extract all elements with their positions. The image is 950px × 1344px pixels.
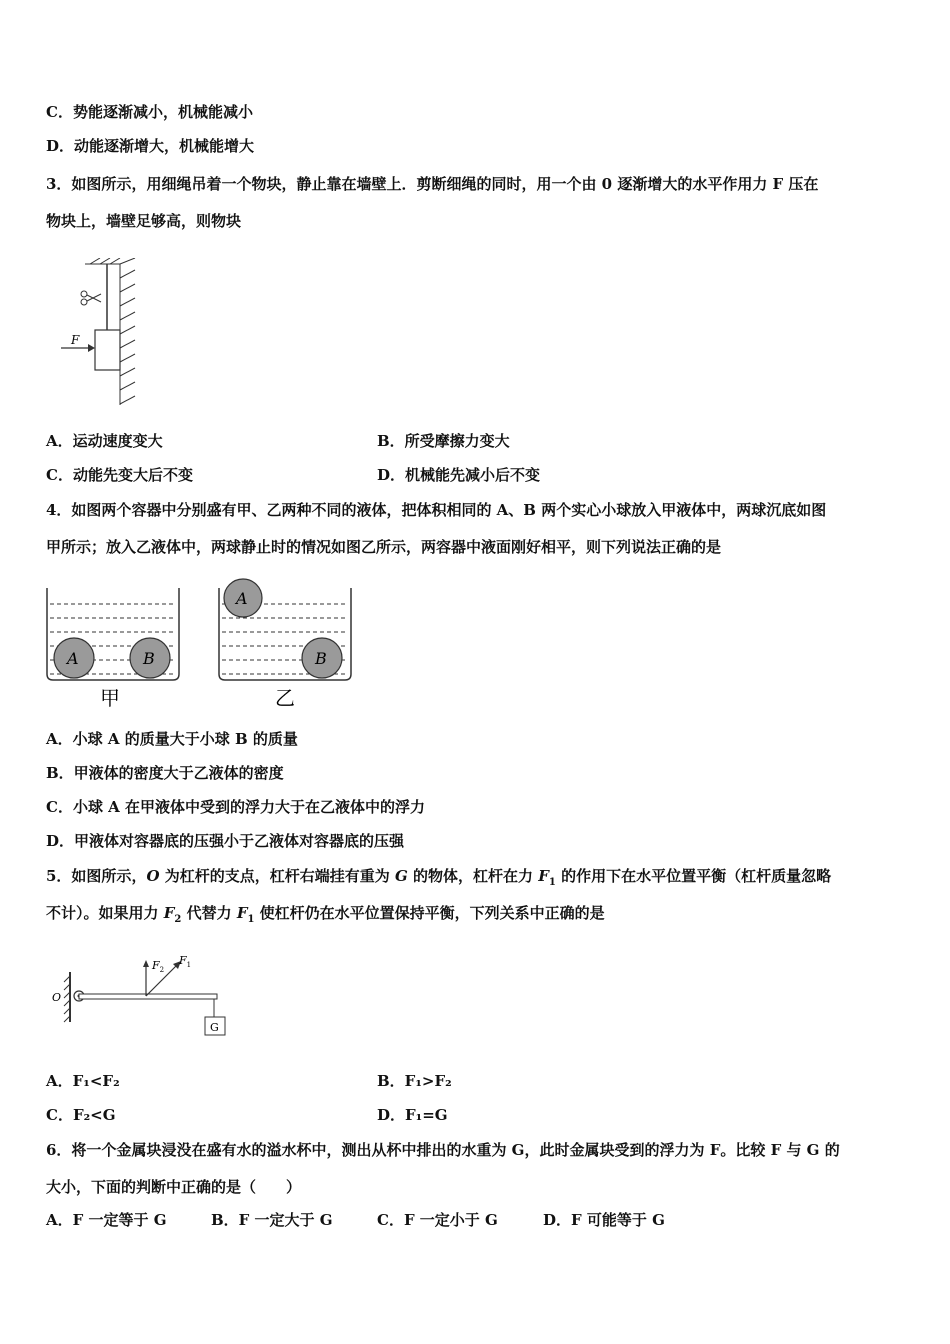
- q6-stem-line1: 6．将一个金属块浸没在盛有水的溢水杯中，测出从杯中排出的水重为 G，此时金属块受到的浮力为 F。比较 F 与 G 的: [46, 1141, 840, 1159]
- q5-figure-lever: [48, 950, 248, 1045]
- q5-option-b: B．F₁>F₂: [377, 1072, 452, 1090]
- q5-option-a: A．F₁<F₂: [46, 1072, 120, 1090]
- q5-stem-line1: 5．如图所示，O 为杠杆的支点，杠杆右端挂有重为 G 的物体，杠杆在力 $F_1$ 的作用下在水平位置平衡（杠杆质量忽略: [46, 867, 832, 888]
- q3-option-c: C．动能先变大后不变: [46, 466, 193, 484]
- q6-stem-line2: 大小，下面的判断中正确的是（ ）: [46, 1178, 302, 1196]
- q4-stem-line2: 甲所示；放入乙液体中，两球静止时的情况如图乙所示，两容器中液面刚好相平，则下列说法正确的是: [46, 538, 722, 556]
- q5-stem-line2: 不计）。如果用力 $F_2$ 代替力 $F_1$ 使杠杆仍在水平位置保持平衡，下列关系中正确的是: [46, 904, 605, 925]
- label-b-yi: B: [315, 649, 327, 668]
- q4-option-c: C．小球 A 在甲液体中受到的浮力大于在乙液体中的浮力: [46, 798, 426, 816]
- q5-option-c: C．F₂<G: [46, 1106, 116, 1124]
- q6-option-d: D．F 可能等于 G: [543, 1211, 665, 1229]
- scissors-icon: [81, 291, 101, 305]
- label-g: G: [210, 1021, 219, 1034]
- label-f1: $F_1$: [179, 954, 192, 969]
- q2-option-d: D．动能逐渐增大，机械能增大: [46, 137, 255, 155]
- q4-option-a: A．小球 A 的质量大于小球 B 的质量: [46, 730, 298, 748]
- q6-option-b: B．F 一定大于 G: [211, 1211, 333, 1229]
- q6-option-a: A．F 一定等于 G: [46, 1211, 167, 1229]
- q3-option-b: B．所受摩擦力变大: [377, 432, 510, 450]
- caption-jia: 甲: [100, 686, 120, 710]
- q3-option-a: A．运动速度变大: [46, 432, 163, 450]
- q4-stem-line1: 4．如图两个容器中分别盛有甲、乙两种不同的液体，把体积相同的 A、B 两个实心小球放入甲液体中，两球沉底如图: [46, 501, 827, 519]
- caption-yi: 乙: [275, 686, 295, 710]
- force-label-f: F: [71, 333, 80, 347]
- q4-figure-containers: [42, 574, 362, 714]
- q3-stem-line2: 物块上，墙壁足够高，则物块: [46, 212, 242, 230]
- q3-figure-wall-block: [55, 258, 145, 410]
- q6-option-c: C．F 一定小于 G: [377, 1211, 498, 1229]
- block: [95, 330, 120, 370]
- label-b-jia: B: [143, 649, 155, 668]
- q4-option-d: D．甲液体对容器底的压强小于乙液体对容器底的压强: [46, 832, 405, 850]
- q2-option-c: C．势能逐渐减小，机械能减小: [46, 103, 253, 121]
- q4-option-b: B．甲液体的密度大于乙液体的密度: [46, 764, 284, 782]
- q3-stem-line1: 3．如图所示，用细绳吊着一个物块，静止靠在墙壁上．剪断细绳的同时，用一个由 0 逐渐增大的水平作用力 F 压在: [46, 175, 819, 193]
- label-a-yi: A: [236, 589, 248, 608]
- label-f2: $F_2$: [152, 959, 165, 974]
- label-o: O: [52, 991, 62, 1004]
- q3-option-d: D．机械能先减小后不变: [377, 466, 541, 484]
- label-a-jia: A: [67, 649, 79, 668]
- q5-option-d: D．F₁=G: [377, 1106, 448, 1124]
